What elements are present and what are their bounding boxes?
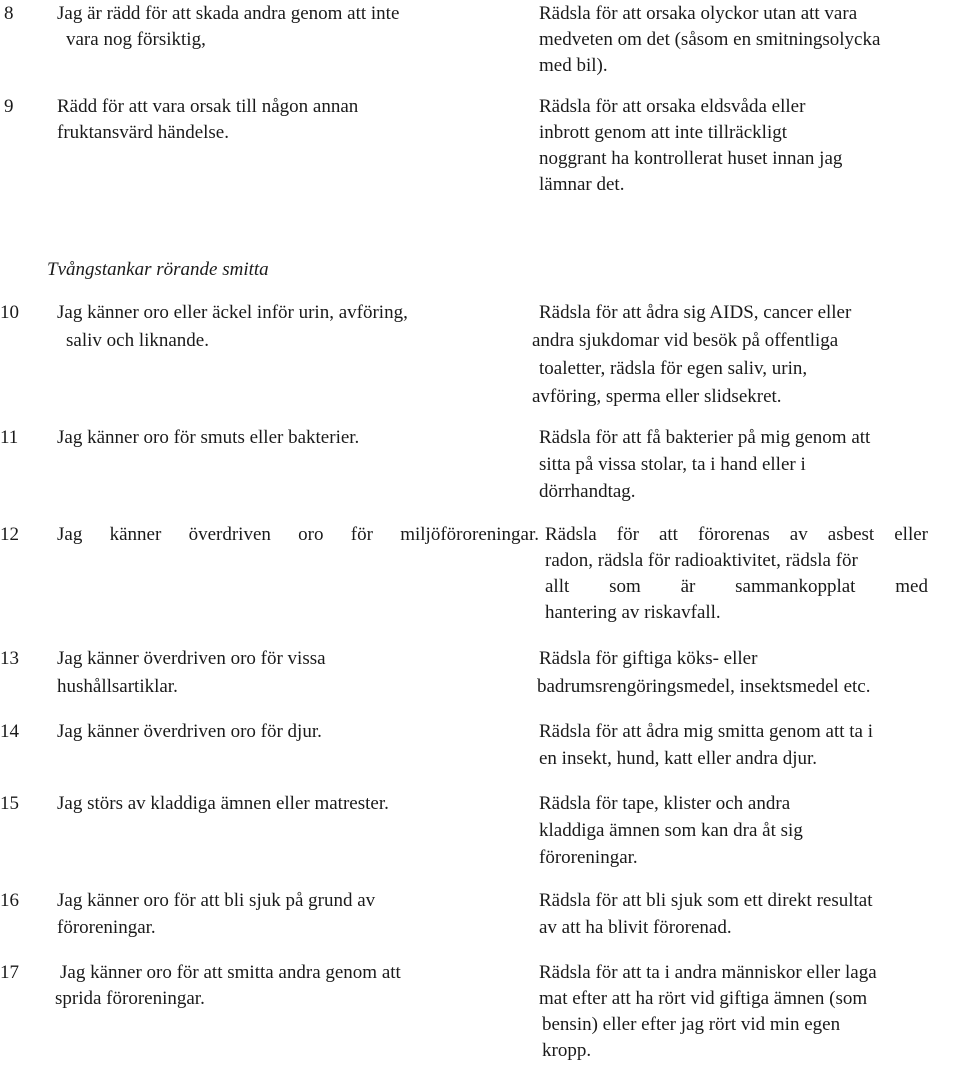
item-example-line: radon, rädsla för radioaktivitet, rädsla för: [545, 550, 858, 571]
item-number: 8: [4, 3, 14, 24]
item-example-line: Rädsla för att orsaka eldsvåda eller: [539, 96, 806, 117]
item-number: 14: [0, 721, 19, 742]
item-example-line: mat efter att ha rört vid giftiga ämnen (som: [539, 988, 868, 1009]
item-number: 12: [0, 524, 19, 545]
item-example-line: Rädsla för att ådra sig AIDS, cancer eller: [539, 302, 852, 323]
item-example-line: av att ha blivit förorenad.: [539, 917, 732, 938]
item-example-line: Rädsla för att ådra mig smitta genom att ta i: [539, 721, 873, 742]
item-example-line: sitta på vissa stolar, ta i hand eller i: [539, 454, 806, 475]
item-example-line: Rädsla för att orsaka olyckor utan att vara: [539, 3, 858, 24]
item-example-line: kladdiga ämnen som kan dra åt sig: [539, 820, 803, 841]
item-example-line: allt som är sammankopplat med: [545, 576, 928, 597]
item-concern-line: Jag känner överdriven oro för miljöföroreningar.: [57, 524, 539, 545]
item-example-line: Rädsla för att bli sjuk som ett direkt resultat: [539, 890, 873, 911]
item-number: 9: [4, 96, 14, 117]
item-concern-line: saliv och liknande.: [66, 330, 209, 351]
item-example-line: lämnar det.: [539, 174, 625, 195]
item-example-line: dörrhandtag.: [539, 481, 636, 502]
item-example-line: med bil).: [539, 55, 608, 76]
item-concern-line: Jag känner överdriven oro för djur.: [57, 721, 322, 742]
item-number: 16: [0, 890, 19, 911]
item-number: 11: [0, 427, 19, 448]
item-example-line: hantering av riskavfall.: [545, 602, 721, 623]
item-concern-line: hushållsartiklar.: [57, 676, 178, 697]
item-example-line: andra sjukdomar vid besök på offentliga: [532, 330, 839, 351]
item-concern-line: Jag känner oro för smuts eller bakterier.: [57, 427, 360, 448]
item-number: 10: [0, 302, 19, 323]
item-concern-line: fruktansvärd händelse.: [57, 122, 229, 143]
item-example-line: en insekt, hund, katt eller andra djur.: [539, 748, 818, 769]
item-number: 15: [0, 793, 19, 814]
item-number: 17: [0, 962, 19, 983]
item-number: 13: [0, 648, 19, 669]
item-example-line: Rädsla för giftiga köks- eller: [539, 648, 758, 669]
item-example-line: noggrant ha kontrollerat huset innan jag: [539, 148, 843, 169]
item-concern-line: Jag känner oro för att smitta andra genom att: [60, 962, 401, 983]
item-example-line: Rädsla för att ta i andra människor eller laga: [539, 962, 877, 983]
item-example-line: Rädsla för att få bakterier på mig genom att: [539, 427, 871, 448]
item-concern-line: vara nog försiktig,: [66, 29, 206, 50]
item-example-line: kropp.: [542, 1040, 592, 1061]
section-heading: Tvångstankar rörande smitta: [47, 259, 269, 280]
item-concern-line: Jag störs av kladdiga ämnen eller matrester.: [57, 793, 389, 814]
item-concern-line: föroreningar.: [57, 917, 156, 938]
item-concern-line: Jag känner överdriven oro för vissa: [57, 648, 326, 669]
item-concern-line: Jag känner oro eller äckel inför urin, avföring,: [57, 302, 408, 323]
item-example-line: medveten om det (såsom en smitningsolycka: [539, 29, 881, 50]
item-concern-line: sprida föroreningar.: [55, 988, 205, 1009]
item-example-line: bensin) eller efter jag rört vid min egen: [542, 1014, 841, 1035]
item-example-line: toaletter, rädsla för egen saliv, urin,: [539, 358, 808, 379]
item-concern-line: Jag känner oro för att bli sjuk på grund av: [57, 890, 376, 911]
item-concern-line: Rädd för att vara orsak till någon annan: [57, 96, 359, 117]
item-concern-line: Jag är rädd för att skada andra genom att inte: [57, 3, 400, 24]
item-example-line: föroreningar.: [539, 847, 638, 868]
item-example-line: Rädsla för att förorenas av asbest eller: [545, 524, 928, 545]
item-example-line: avföring, sperma eller slidsekret.: [532, 386, 782, 407]
item-example-line: Rädsla för tape, klister och andra: [539, 793, 791, 814]
item-example-line: badrumsrengöringsmedel, insektsmedel etc.: [537, 676, 871, 697]
item-example-line: inbrott genom att inte tillräckligt: [539, 122, 788, 143]
